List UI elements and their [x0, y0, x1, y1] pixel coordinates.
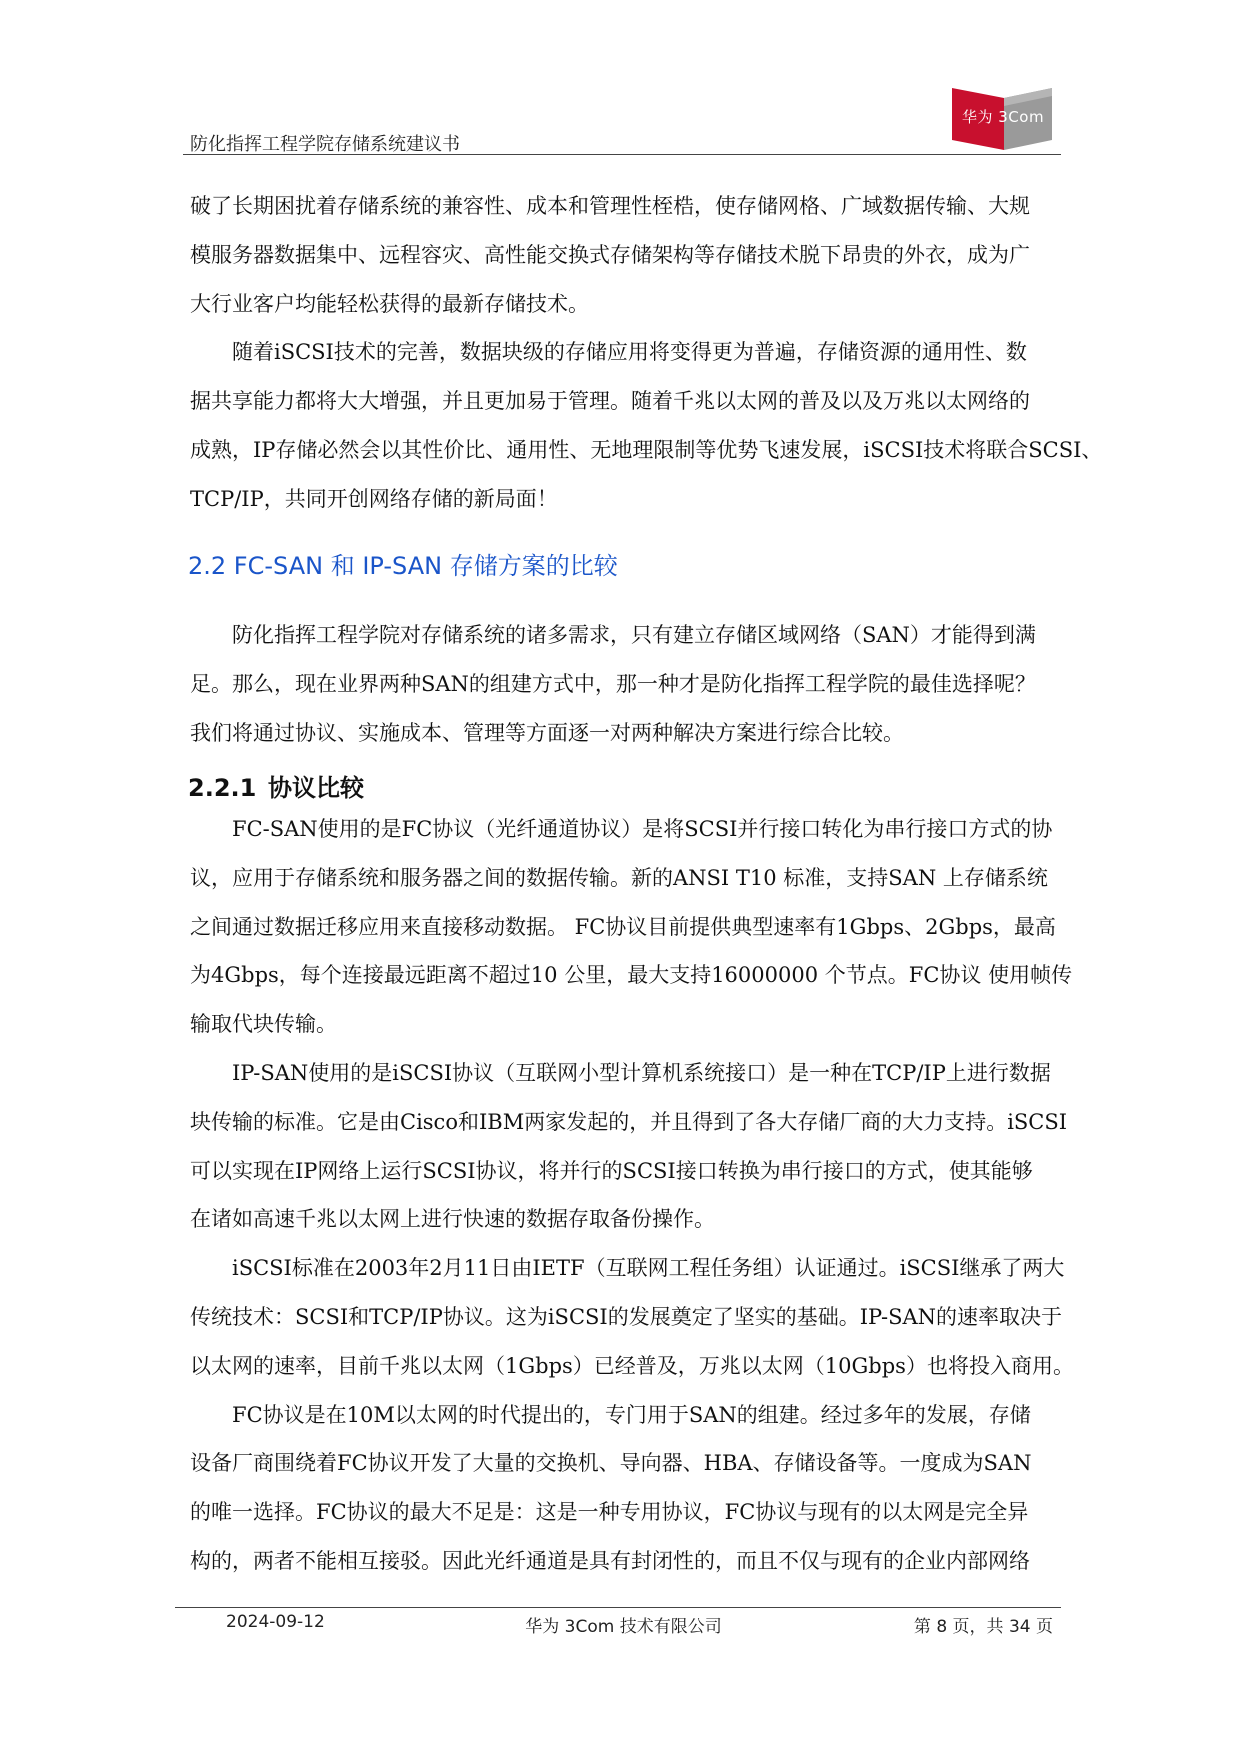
text-line: IP-SAN使用的是iSCSI协议（互联网小型计算机系统接口）是一种在TCP/IP上进行数据	[232, 1060, 1051, 1085]
text-line: iSCSI标准在2003年2月11日由IETF（互联网工程任务组）认证通过。iSCSI继承了两大	[232, 1256, 1065, 1281]
header-divider	[183, 154, 1061, 155]
section-2-2-1-body	[190, 805, 1074, 1586]
section-number: 2.2.1	[188, 774, 257, 802]
logo-text: 华为 3Com	[962, 108, 1045, 126]
text-line: 防化指挥工程学院对存储系统的诸多需求，只有建立存储区域网络（SAN）才能得到满	[232, 623, 1036, 647]
text-line: 的唯一选择。FC协议的最大不足是：这是一种专用协议，FC协议与现有的以太网是完全异	[190, 1500, 1029, 1525]
text-line: 足。那么，现在业界两种SAN的组建方式中，那一种才是防化指挥工程学院的最佳选择呢？	[190, 671, 1036, 696]
section-heading-2-2-1	[188, 768, 364, 803]
text-line: FC-SAN使用的是FC协议（光纤通道协议）是将SCSI并行接口转化为串行接口方式的协	[232, 817, 1053, 841]
text-line: 随着iSCSI技术的完善，数据块级的存储应用将变得更为普遍，存储资源的通用性、数	[232, 340, 1027, 365]
footer-divider	[175, 1607, 1061, 1608]
text-line: 成熟，IP存储必然会以其性价比、通用性、无地理限制等优势飞速发展，iSCSI技术将联合SCSI、	[190, 437, 1103, 462]
text-line: 可以实现在IP网络上运行SCSI协议，将并行的SCSI接口转换为串行接口的方式，使其能够	[190, 1158, 1033, 1183]
section-2-2-paragraph	[190, 611, 1060, 757]
text-line: 据共享能力都将大大增强，并且更加易于管理。随着千兆以太网的普及以及万兆以太网络的	[190, 389, 1030, 414]
text-line: 输取代块传输。	[190, 1012, 337, 1037]
text-line: 破了长期困扰着存储系统的兼容性、成本和管理性桎梏，使存储网格、广域数据传输、大规	[190, 194, 1030, 218]
text-line: 为4Gbps，每个连接最远距离不超过10 公里，最大支持16000000 个节点。FC协议 使用帧传	[190, 963, 1073, 988]
text-line: 传统技术：SCSI和TCP/IP协议。这为iSCSI的发展奠定了坚实的基础。IP-SAN的速率取决于	[190, 1304, 1062, 1329]
text-line: FC协议是在10M以太网的时代提出的，专门用于SAN的组建。经过多年的发展，存储	[232, 1402, 1031, 1427]
document-header-title: 防化指挥工程学院存储系统建议书	[190, 134, 460, 155]
text-line: 大行业客户均能轻松获得的最新存储技术。	[190, 291, 589, 316]
text-line: TCP/IP，共同开创网络存储的新局面！	[190, 486, 558, 511]
section-heading-2-2: 2.2 FC-SAN 和 IP-SAN 存储方案的比较	[188, 552, 618, 580]
footer-date: 2024-09-12	[226, 1612, 325, 1632]
text-line: 之间通过数据迁移应用来直接移动数据。 FC协议目前提供典型速率有1Gbps、2Gbps，最高	[190, 914, 1056, 939]
text-line: 议，应用于存储系统和服务器之间的数据传输。新的ANSI T10 标准，支持SAN 上存储系统	[190, 865, 1048, 890]
text-line: 在诸如高速千兆以太网上进行快速的数据存取备份操作。	[190, 1207, 715, 1232]
text-line: 块传输的标准。它是由Cisco和IBM两家发起的，并且得到了各大存储厂商的大力支持。iSCSI	[190, 1109, 1068, 1134]
section-title: 协议比较	[268, 774, 364, 802]
text-line: 构的，两者不能相互接驳。因此光纤通道是具有封闭性的，而且不仅与现有的企业内部网络	[190, 1548, 1030, 1573]
footer-page-number: 第 8 页，共 34 页	[913, 1617, 1053, 1637]
text-line: 设备厂商围绕着FC协议开发了大量的交换机、导向器、HBA、存储设备等。一度成为SAN	[190, 1451, 1032, 1476]
text-line: 以太网的速率，目前千兆以太网（1Gbps）已经普及，万兆以太网（10Gbps）也将投入商用。	[190, 1353, 1074, 1378]
text-line: 模服务器数据集中、远程容灾、高性能交换式存储架构等存储技术脱下昂贵的外衣，成为广	[190, 242, 1030, 267]
footer-company: 华为 3Com 技术有限公司	[525, 1617, 722, 1637]
intro-paragraph-1	[190, 182, 1103, 524]
text-line: 我们将通过协议、实施成本、管理等方面逐一对两种解决方案进行综合比较。	[190, 720, 904, 745]
